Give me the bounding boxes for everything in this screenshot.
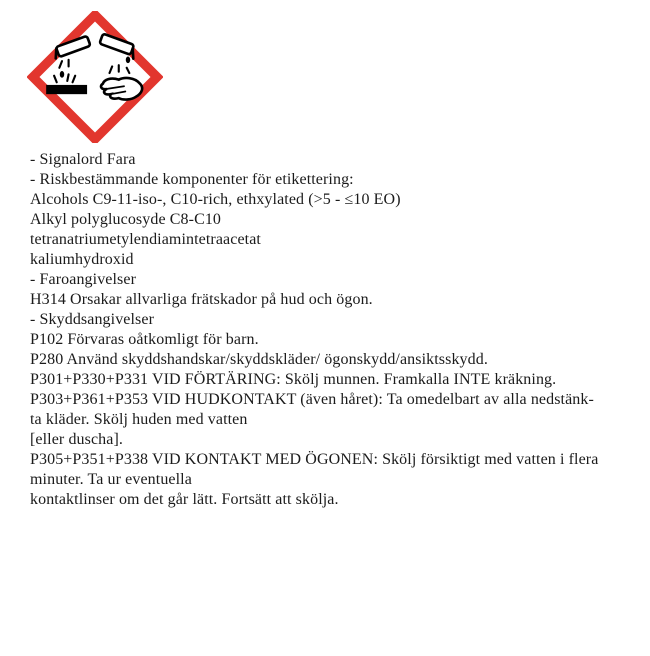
diamond-border	[33, 15, 157, 139]
label-text-line: H314 Orsakar allvarliga frätskador på hud och ögon.	[30, 291, 373, 308]
label-text-line: ta kläder. Skölj huden med vatten	[30, 411, 248, 428]
label-text-line: P301+P330+P331 VID FÖRTÄRING: Skölj munnen. Framkalla INTE kräkning.	[30, 371, 557, 388]
label-text-line: - Signalord Fara	[30, 151, 136, 168]
label-text-line: minuter. Ta ur eventuella	[30, 471, 192, 488]
label-text-line: - Riskbestämmande komponenter för etikettering:	[30, 171, 354, 188]
label-text-line: Alcohols C9-11-iso-, C10-rich, ethxylated (>5 - ≤10 EO)	[30, 191, 401, 208]
label-text-line: - Skyddsangivelser	[30, 311, 155, 328]
surface-bar	[46, 85, 87, 94]
label-text-line: tetranatriumetylendiamintetraacetat	[30, 231, 261, 248]
label-text-line: [eller duscha].	[30, 431, 124, 448]
label-text-line: Alkyl polyglucosyde C8-C10	[30, 211, 222, 228]
label-text-line: P102 Förvaras oåtkomligt för barn.	[30, 331, 259, 348]
label-text-line: kontaktlinser om det går lätt. Fortsätt att skölja.	[30, 491, 339, 508]
label-text-block	[30, 150, 642, 510]
label-text-line: P303+P361+P353 VID HUDKONTAKT (även håret): Ta omedelbart av alla nedstänk-	[30, 391, 594, 408]
label-text-line: P305+P351+P338 VID KONTAKT MED ÖGONEN: Skölj försiktigt med vatten i flera	[30, 451, 599, 468]
label-text-line: kaliumhydroxid	[30, 251, 134, 268]
ghs05-corrosion-pictogram-icon	[27, 11, 163, 143]
label-text-line: - Faroangivelser	[30, 271, 137, 288]
label-text-line: P280 Använd skyddshandskar/skyddskläder/ ögonskydd/ansiktsskydd.	[30, 351, 488, 368]
